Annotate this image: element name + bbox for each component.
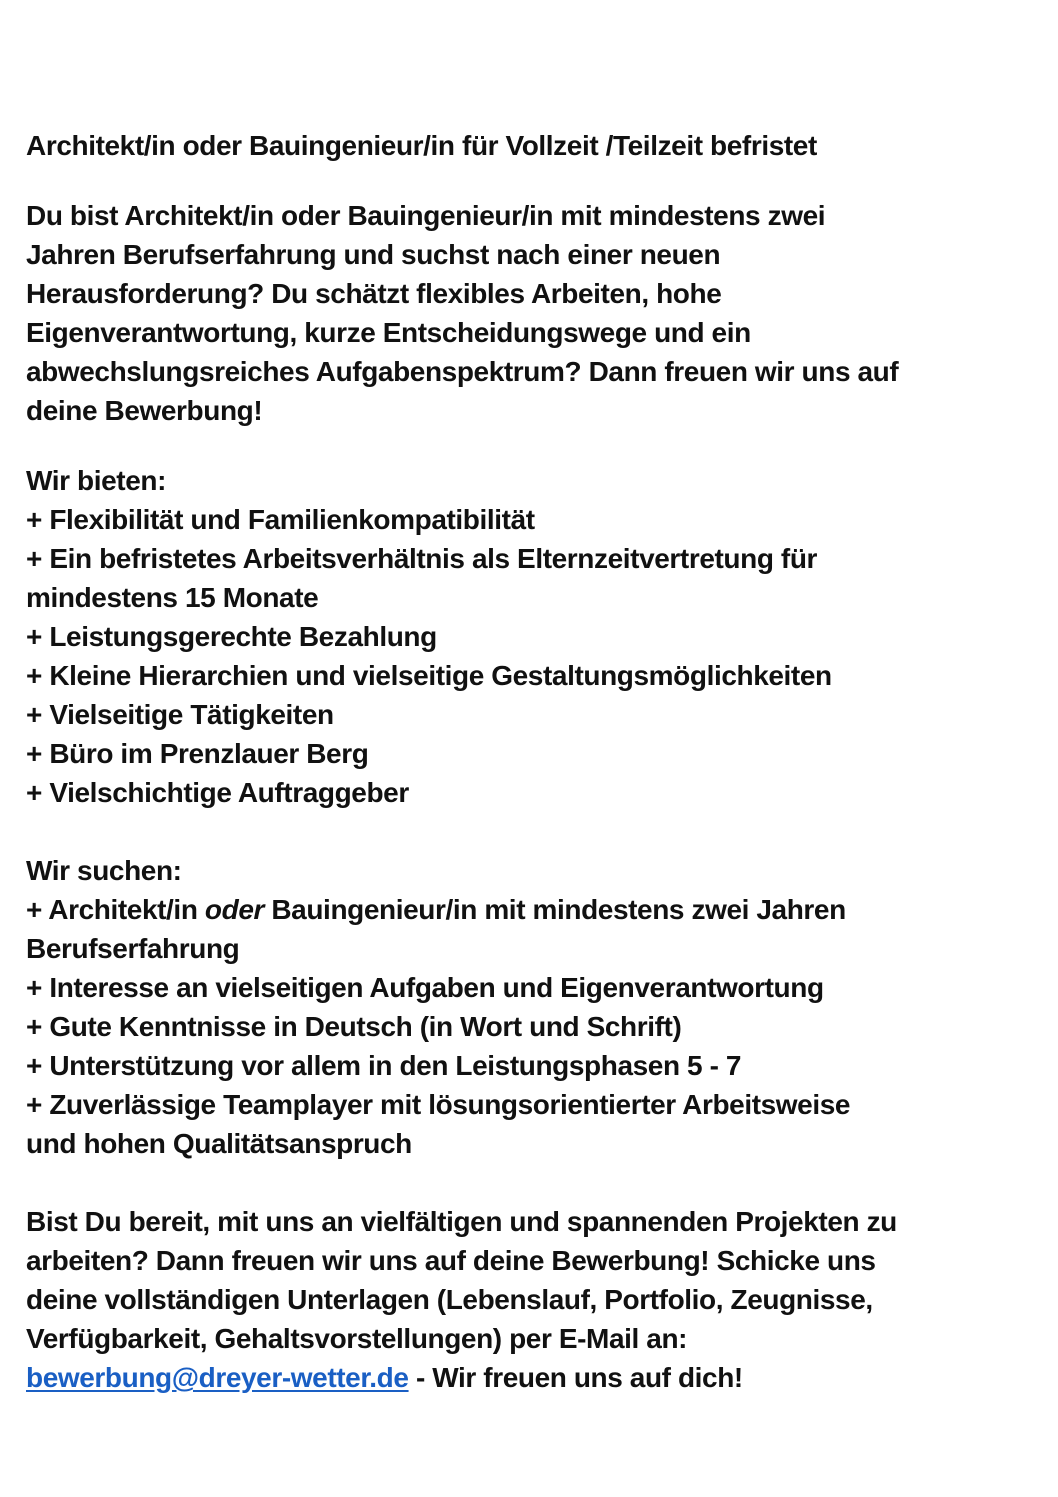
- search-item: und hohen Qualitätsanspruch: [26, 1128, 412, 1159]
- search-item: [26, 890, 1046, 929]
- contact-line: [26, 1358, 1046, 1397]
- search-item-start: + Architekt/in: [26, 894, 205, 925]
- search-item-end: Bauingenieur/in mit mindestens zwei Jahren: [263, 894, 846, 925]
- search-section: [26, 851, 1046, 1163]
- closing-paragraph: [26, 1202, 1046, 1397]
- job-posting: [26, 126, 1046, 1397]
- intro-line: deine Bewerbung!: [26, 395, 263, 426]
- offer-item: + Vielseitige Tätigkeiten: [26, 699, 334, 730]
- offer-item: + Vielschichtige Auftraggeber: [26, 777, 409, 808]
- search-item: Berufserfahrung: [26, 933, 240, 964]
- search-item-emphasis: oder: [204, 894, 264, 925]
- job-title: Architekt/in oder Bauingenieur/in für Vollzeit /Teilzeit befristet: [26, 130, 817, 161]
- intro-paragraph: [26, 196, 1046, 430]
- closing-line: Bist Du bereit, mit uns an vielfältigen und spannenden Projekten zu: [26, 1206, 897, 1237]
- offer-item: mindestens 15 Monate: [26, 582, 319, 613]
- offer-section: [26, 461, 1046, 812]
- closing-line: Verfügbarkeit, Gehaltsvorstellungen) per E-Mail an:: [26, 1323, 688, 1354]
- closing-line: deine vollständigen Unterlagen (Lebenslauf, Portfolio, Zeugnisse,: [26, 1284, 873, 1315]
- offer-item: + Flexibilität und Familienkompatibilität: [26, 504, 535, 535]
- intro-line: Herausforderung? Du schätzt flexibles Arbeiten, hohe: [26, 278, 722, 309]
- offer-item: + Leistungsgerechte Bezahlung: [26, 621, 437, 652]
- search-item: + Unterstützung vor allem in den Leistungsphasen 5 - 7: [26, 1050, 742, 1081]
- search-item: + Gute Kenntnisse in Deutsch (in Wort und Schrift): [26, 1011, 682, 1042]
- intro-line: Eigenverantwortung, kurze Entscheidungswege und ein: [26, 317, 751, 348]
- search-item: + Zuverlässige Teamplayer mit lösungsorientierter Arbeitsweise: [26, 1089, 851, 1120]
- offer-item: + Kleine Hierarchien und vielseitige Gestaltungsmöglichkeiten: [26, 660, 832, 691]
- contact-suffix: - Wir freuen uns auf dich!: [408, 1362, 743, 1393]
- offer-item: + Büro im Prenzlauer Berg: [26, 738, 369, 769]
- intro-line: Jahren Berufserfahrung und suchst nach einer neuen: [26, 239, 721, 270]
- search-item: + Interesse an vielseitigen Aufgaben und Eigenverantwortung: [26, 972, 824, 1003]
- intro-line: abwechslungsreiches Aufgabenspektrum? Dann freuen wir uns auf: [26, 356, 899, 387]
- offer-item: + Ein befristetes Arbeitsverhältnis als Elternzeitvertretung für: [26, 543, 818, 574]
- search-heading: Wir suchen:: [26, 855, 182, 886]
- offer-heading: Wir bieten:: [26, 465, 167, 496]
- email-link[interactable]: bewerbung@dreyer-wetter.de: [26, 1362, 409, 1393]
- intro-line: Du bist Architekt/in oder Bauingenieur/in mit mindestens zwei: [26, 200, 826, 231]
- closing-line: arbeiten? Dann freuen wir uns auf deine Bewerbung! Schicke uns: [26, 1245, 876, 1276]
